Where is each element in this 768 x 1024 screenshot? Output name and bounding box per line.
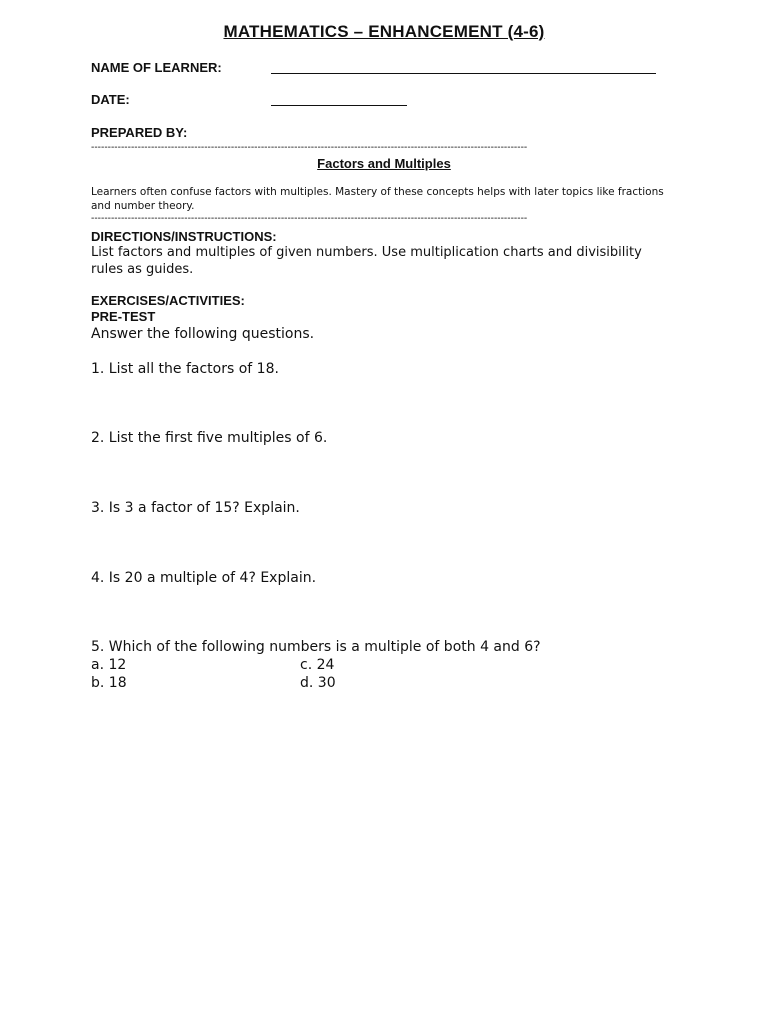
question-4: 4. Is 20 a multiple of 4? Explain. — [91, 570, 317, 586]
question-3: 3. Is 3 a factor of 15? Explain. — [91, 500, 300, 516]
option-d: d. 30 — [300, 675, 336, 691]
option-c: c. 24 — [300, 657, 335, 673]
directions-text: List factors and multiples of given numbers. Use multiplication charts and divisibility rules as guides. — [91, 245, 642, 277]
question-5: 5. Which of the following numbers is a multiple of both 4 and 6? — [91, 639, 541, 655]
separator-line-bottom: ----------------------------------------------------------------------------------------------------------------------------------- — [91, 214, 528, 224]
date-line — [271, 105, 407, 106]
page-title: MATHEMATICS – ENHANCEMENT (4-6) — [223, 22, 545, 41]
intro-paragraph: Learners often confuse factors with multiples. Mastery of these concepts helps with later topics like fractions and number theory. — [91, 186, 664, 212]
option-b: b. 18 — [91, 675, 127, 691]
name-of-learner-line — [271, 73, 656, 74]
option-a: a. 12 — [91, 657, 127, 673]
pretest-heading: PRE-TEST — [91, 309, 156, 324]
separator-line-top: ----------------------------------------------------------------------------------------------------------------------------------- — [91, 143, 528, 153]
question-1: 1. List all the factors of 18. — [91, 361, 279, 377]
date-label: DATE: — [91, 92, 130, 107]
pretest-prompt: Answer the following questions. — [91, 326, 315, 342]
exercises-heading: EXERCISES/ACTIVITIES: — [91, 293, 245, 308]
directions-heading: DIRECTIONS/INSTRUCTIONS: — [91, 229, 277, 244]
prepared-by-label: PREPARED BY: — [91, 125, 188, 140]
section-subtitle: Factors and Multiples — [317, 156, 451, 171]
name-of-learner-label: NAME OF LEARNER: — [91, 60, 222, 75]
question-2: 2. List the first five multiples of 6. — [91, 430, 328, 446]
